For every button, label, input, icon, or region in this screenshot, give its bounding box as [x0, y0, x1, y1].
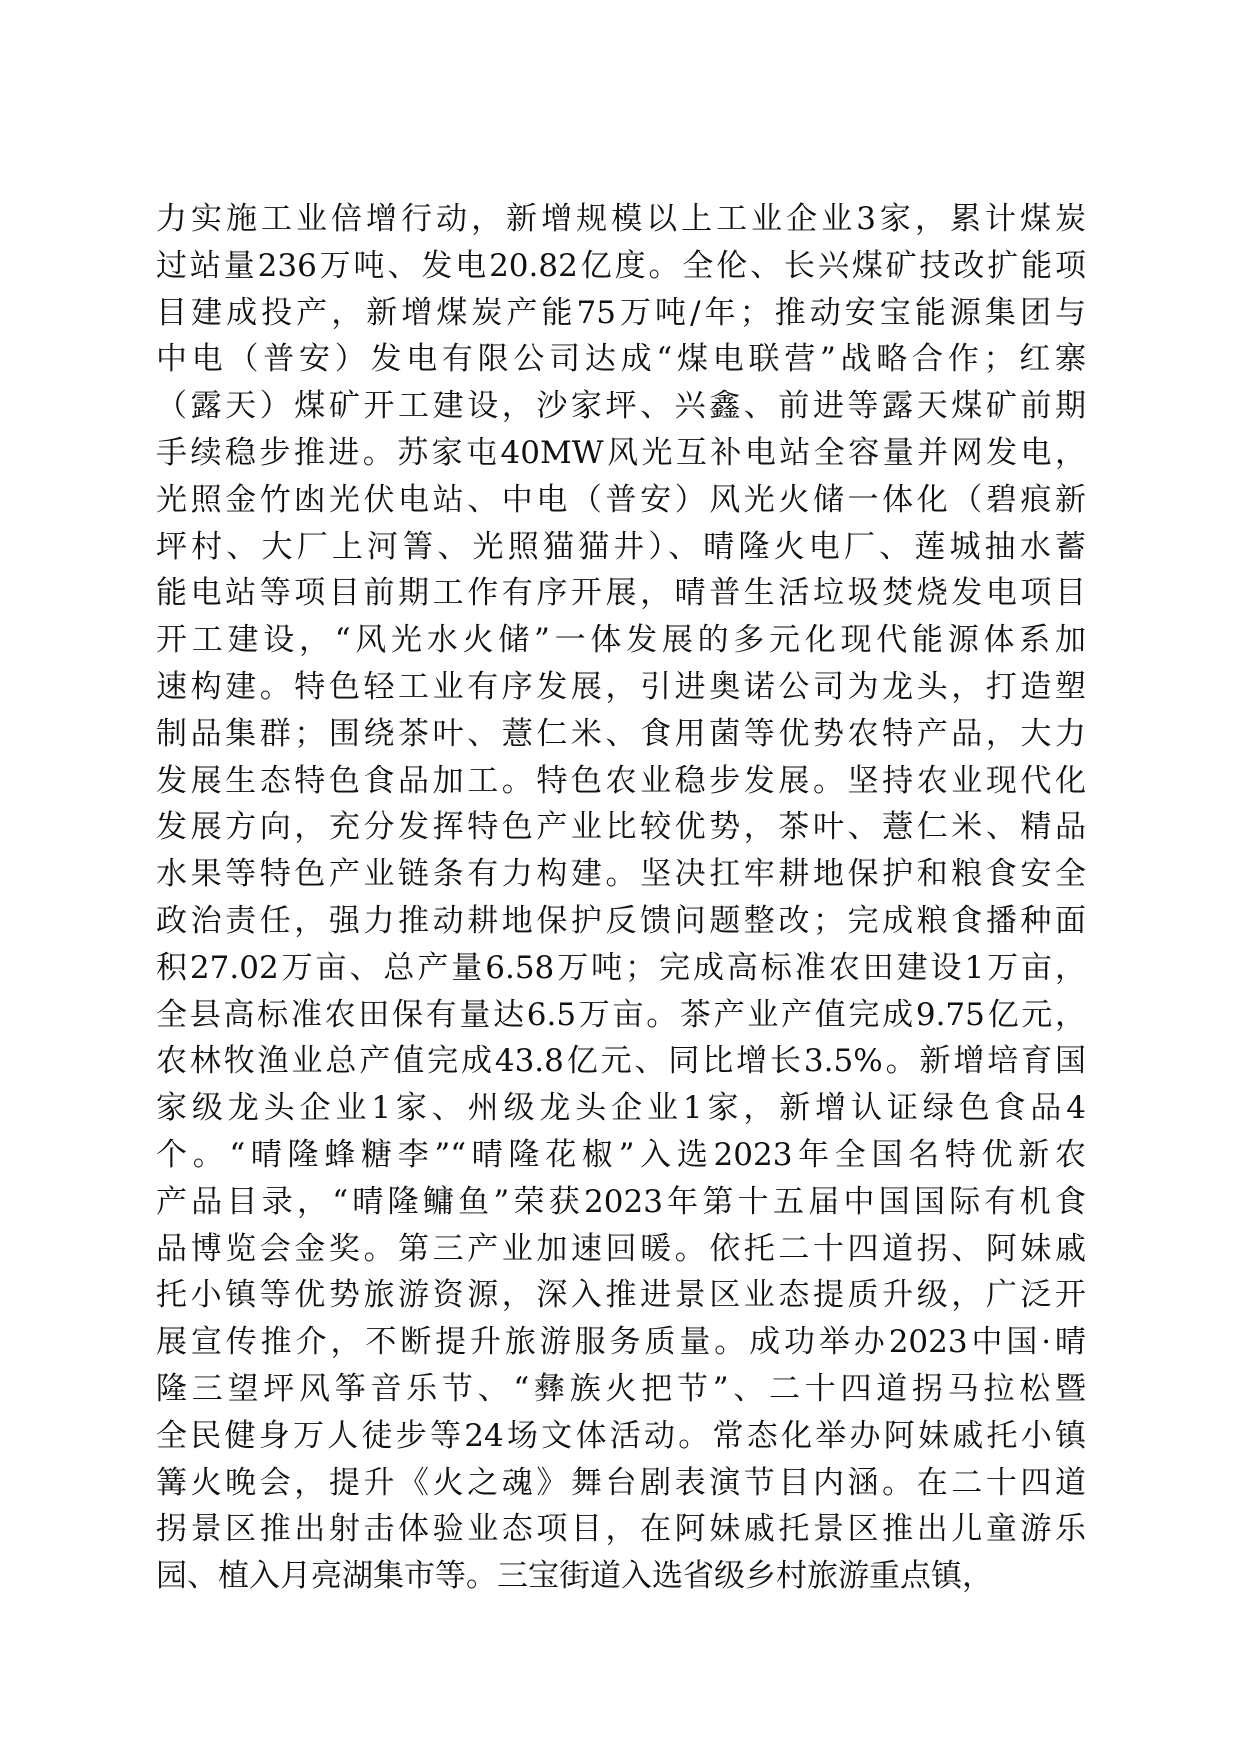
text-line: 拐景区推出射击体验业态项目，在阿妹戚托景区推出儿童游乐	[156, 1511, 1086, 1548]
text-line: 全县高标准农田保有量达6.5万亩。茶产业产值完成9.75亿元，	[156, 996, 1086, 1033]
text-line: 个。“晴隆蜂糖李”“晴隆花椒”入选2023年全国名特优新农	[156, 1136, 1086, 1173]
text-line: 发展方向，充分发挥特色产业比较优势，茶叶、薏仁米、精品	[156, 809, 1086, 846]
text-line: 光照金竹凼光伏电站、中电（普安）风光火储一体化（碧痕新	[156, 481, 1086, 518]
body-paragraph	[156, 196, 1086, 1600]
text-line: 制品集群；围绕茶叶、薏仁米、食用菌等优势农特产品，大力	[156, 715, 1086, 752]
text-line: 家级龙头企业1家、州级龙头企业1家，新增认证绿色食品4	[156, 1090, 1086, 1127]
text-line: 隆三望坪风筝音乐节、“彝族火把节”、二十四道拐马拉松暨	[156, 1370, 1086, 1407]
text-line: 全民健身万人徒步等24场文体活动。常态化举办阿妹戚托小镇	[156, 1417, 1086, 1454]
text-line: 目建成投产，新增煤炭产能75万吨/年；推动安宝能源集团与	[156, 294, 1086, 331]
text-line: 产品目录，“晴隆鳙鱼”荣获2023年第十五届中国国际有机食	[156, 1183, 1086, 1220]
text-line: 发展生态特色食品加工。特色农业稳步发展。坚持农业现代化	[156, 762, 1086, 799]
text-line: 坪村、大厂上河箐、光照猫猫井）、晴隆火电厂、莲城抽水蓄	[156, 528, 1086, 565]
text-line: 农林牧渔业总产值完成43.8亿元、同比增长3.5%。新增培育国	[156, 1043, 1086, 1080]
text-line: 园、植入月亮湖集市等。三宝街道入选省级乡村旅游重点镇，	[156, 1558, 993, 1595]
text-line: 速构建。特色轻工业有序发展，引进奥诺公司为龙头，打造塑	[156, 668, 1086, 705]
text-line: 开工建设，“风光水火储”一体发展的多元化现代能源体系加	[156, 622, 1086, 659]
text-line: （露天）煤矿开工建设，沙家坪、兴鑫、前进等露天煤矿前期	[156, 388, 1086, 425]
text-line: 积27.02万亩、总产量6.58万吨；完成高标准农田建设1万亩，	[156, 949, 1086, 986]
text-line: 水果等特色产业链条有力构建。坚决扛牢耕地保护和粮食安全	[156, 856, 1086, 893]
text-line: 政治责任，强力推动耕地保护反馈问题整改；完成粮食播种面	[156, 902, 1086, 939]
text-line: 过站量236万吨、发电20.82亿度。全伦、长兴煤矿技改扩能项	[156, 247, 1086, 284]
text-line: 品博览会金奖。第三产业加速回暖。依托二十四道拐、阿妹戚	[156, 1230, 1086, 1267]
text-line: 能电站等项目前期工作有序开展，晴普生活垃圾焚烧发电项目	[156, 575, 1086, 612]
text-line: 篝火晚会，提升《火之魂》舞台剧表演节目内涵。在二十四道	[156, 1464, 1086, 1501]
text-line: 力实施工业倍增行动，新增规模以上工业企业3家，累计煤炭	[156, 201, 1086, 237]
text-line: 中电（普安）发电有限公司达成“煤电联营”战略合作；红寨	[156, 341, 1086, 378]
text-line: 托小镇等优势旅游资源，深入推进景区业态提质升级，广泛开	[156, 1277, 1086, 1314]
text-line: 手续稳步推进。苏家屯40MW风光互补电站全容量并网发电，	[156, 434, 1086, 471]
text-line: 展宣传推介，不断提升旅游服务质量。成功举办2023中国·晴	[156, 1324, 1086, 1361]
